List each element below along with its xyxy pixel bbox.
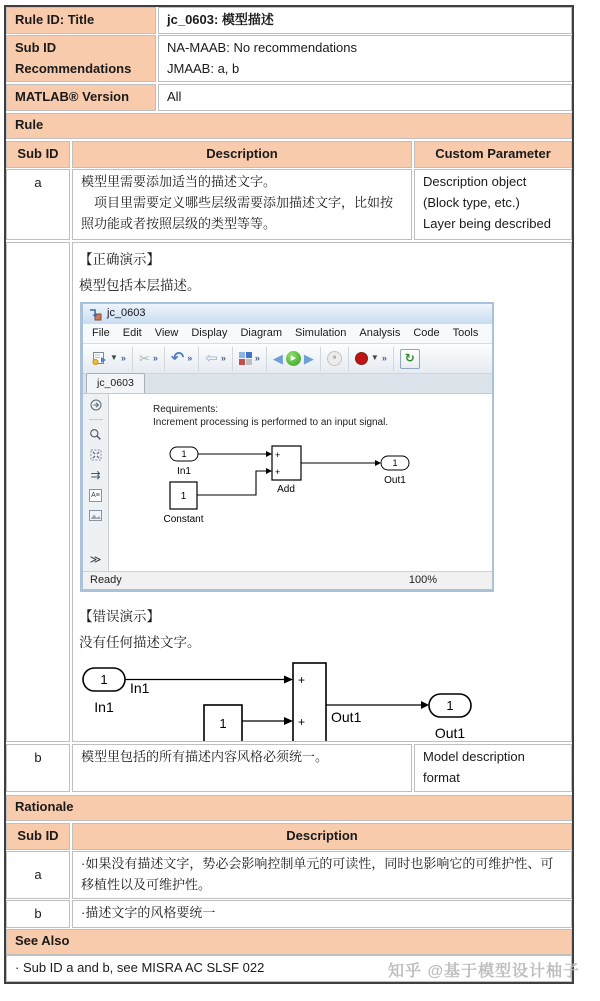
svg-text:1: 1 [219, 716, 227, 732]
col-header-custom-parameter: Custom Parameter [414, 141, 572, 168]
svg-text:In1: In1 [177, 466, 191, 478]
rule-id-row [6, 7, 572, 33]
rationale-row-a-id: a [6, 851, 70, 899]
model-diagram-small [109, 394, 492, 544]
image-annotation-icon[interactable] [89, 510, 102, 521]
matlab-version-row [6, 84, 572, 110]
rationale-col-subid: Sub ID [6, 823, 70, 850]
step-forward-icon[interactable]: ▶ [303, 351, 314, 367]
new-model-dropdown-icon[interactable]: ▼ [110, 353, 118, 363]
subid-recommendations-value: NA-MAAB: No recommendations JMAAB: a, b [158, 35, 572, 82]
svg-text:In1: In1 [130, 680, 150, 697]
wrong-demo-title: 【错误演示】 [79, 609, 160, 625]
simulink-window-title: jc_0603 [107, 307, 146, 320]
correct-demo-caption: 模型包括本层描述。 [79, 277, 201, 293]
rule-row-b-id: b [6, 744, 70, 792]
svg-text:+: + [298, 673, 306, 688]
svg-text:+: + [298, 715, 306, 730]
rule-section-header: Rule [6, 113, 572, 139]
simulink-toolbar [83, 344, 492, 374]
svg-text:Out1: Out1 [384, 475, 406, 487]
model-tab[interactable]: jc_0603 [86, 373, 145, 393]
zoom-icon[interactable] [89, 428, 102, 441]
toolbar-group-refresh [394, 347, 426, 371]
rule-row-b-custom-parameter: Model description format [414, 744, 572, 792]
rule-demo-content [72, 242, 572, 742]
library-browser-icon[interactable] [239, 352, 252, 365]
rule-row-b [6, 744, 572, 792]
see-also-section-header: See Also [6, 929, 572, 955]
rationale-header-row [6, 823, 572, 849]
rule-table-header-row [6, 141, 572, 167]
record-icon[interactable] [355, 352, 368, 365]
svg-text:+: + [275, 467, 281, 478]
rationale-section-header: Rationale [6, 795, 572, 821]
menu-file[interactable]: File [92, 326, 110, 339]
rationale-row-b [6, 900, 572, 926]
refresh-icon[interactable]: ↻ [400, 349, 420, 369]
rule-document-table [4, 5, 574, 984]
toolbar-overflow-icon[interactable]: » [381, 353, 387, 364]
rule-row-b-description: 模型里包括的所有描述内容风格必须统一。 [72, 744, 412, 792]
toolbar-group-undo [165, 347, 199, 371]
rationale-row-b-text: ·描述文字的风格要统一 [72, 900, 572, 928]
simulink-titlebar[interactable] [83, 304, 492, 324]
svg-text:Constant: Constant [163, 514, 204, 526]
simulink-palette [83, 394, 109, 571]
col-header-description: Description [72, 141, 412, 168]
rule-row-a-description: 模型里需要添加适当的描述文字。 项目里需要定义哪些层级需要添加描述文字，比如按照功能或者按照层级的类型等等。 [72, 169, 412, 240]
toolbar-group-new [85, 347, 133, 371]
stop-icon[interactable]: ■ [327, 351, 342, 366]
wrong-demo-caption: 没有任何描述文字。 [79, 634, 201, 650]
menu-edit[interactable]: Edit [122, 326, 142, 339]
svg-text:1: 1 [446, 698, 454, 714]
rule-row-a-custom-parameter: Description object (Block type, etc.) Layer being described [414, 169, 572, 240]
annotation-icon[interactable]: A≡ [89, 489, 102, 502]
svg-text:1: 1 [181, 449, 187, 460]
fit-to-view-icon[interactable] [90, 449, 102, 461]
menu-diagram[interactable]: Diagram [240, 326, 283, 339]
simulink-tabbar [83, 374, 492, 394]
palette-divider [89, 419, 103, 420]
toolbar-overflow-icon[interactable]: » [220, 353, 226, 364]
record-dropdown-icon[interactable]: ▼ [370, 353, 379, 363]
rule-demo-subid-cell [6, 242, 70, 742]
svg-text:Add: Add [277, 484, 295, 496]
rule-id-label: Rule ID: Title [6, 7, 156, 34]
subid-recommendations-row [6, 35, 572, 82]
matlab-version-value: All [158, 84, 572, 111]
toolbar-group-stop [321, 347, 349, 371]
rationale-row-a [6, 851, 572, 898]
rule-demo-row [6, 242, 572, 742]
watermark: 知乎 @基于模型设计柚子 [388, 963, 581, 980]
toolbar-overflow-icon[interactable]: » [120, 353, 126, 364]
simulink-model-icon [89, 308, 102, 321]
status-ready: Ready [90, 573, 122, 586]
svg-text:1: 1 [100, 672, 108, 688]
cut-icon[interactable]: ✂ [138, 351, 150, 367]
simulink-canvas[interactable] [109, 394, 492, 571]
rationale-row-a-text: ·如果没有描述文字，势必会影响控制单元的可读性，同时也影响它的可维护性、可移植性以及可维护性。 [72, 851, 572, 899]
run-icon[interactable]: ▶ [286, 351, 301, 366]
simulink-window [80, 302, 494, 592]
rationale-row-b-id: b [6, 900, 70, 928]
svg-text:+: + [275, 450, 281, 461]
rule-row-a [6, 169, 572, 240]
toolbar-overflow-icon[interactable]: » [187, 353, 193, 364]
undo-icon[interactable]: ↶ [170, 349, 185, 367]
menu-simulation[interactable]: Simulation [295, 326, 347, 339]
model-diagram-large [79, 659, 571, 742]
menu-analysis[interactable]: Analysis [359, 326, 401, 339]
svg-text:Out1: Out1 [331, 709, 362, 726]
toolbar-group-library [233, 347, 267, 371]
col-header-subid: Sub ID [6, 141, 70, 168]
toolbar-overflow-icon[interactable]: » [254, 353, 260, 364]
svg-text:Out1: Out1 [434, 725, 466, 742]
svg-text:In1: In1 [94, 699, 114, 716]
requirements-annotation: Requirements: Increment processing is performed to an input signal. [153, 404, 389, 429]
simulink-statusbar [83, 571, 492, 589]
new-model-icon[interactable] [91, 351, 107, 366]
menu-tools[interactable]: Tools [452, 326, 479, 339]
simulink-menubar [83, 324, 492, 344]
menu-display[interactable]: Display [191, 326, 228, 339]
matlab-version-label: MATLAB® Version [6, 84, 156, 111]
back-arrow-icon[interactable]: ⇦ [205, 350, 218, 368]
step-back-icon[interactable]: ◀ [272, 351, 283, 367]
toolbar-group-record [349, 347, 394, 371]
toolbar-group-sim [267, 347, 321, 371]
menu-code[interactable]: Code [413, 326, 440, 339]
rationale-col-description: Description [72, 823, 572, 850]
see-also-text: · Sub ID a and b, see MISRA AC SLSF 022 [6, 955, 572, 982]
hide-browser-icon[interactable] [90, 399, 102, 411]
signal-routing-icon[interactable]: ⇉ [90, 468, 101, 483]
menu-view[interactable]: View [154, 326, 179, 339]
rule-id-value: jc_0603: 模型描述 [158, 7, 572, 34]
correct-demo-title: 【正确演示】 [79, 252, 160, 267]
subid-recommendations-label: Sub ID Recommendations [6, 35, 156, 82]
palette-expand-icon[interactable]: ≫ [89, 553, 102, 566]
toolbar-overflow-icon[interactable]: » [152, 353, 158, 364]
toolbar-group-back [199, 347, 233, 371]
svg-text:1: 1 [392, 458, 398, 469]
status-zoom-level: 100% [408, 573, 437, 586]
rule-row-a-id: a [6, 169, 70, 240]
toolbar-group-cut [133, 347, 165, 371]
svg-text:1: 1 [180, 491, 187, 503]
